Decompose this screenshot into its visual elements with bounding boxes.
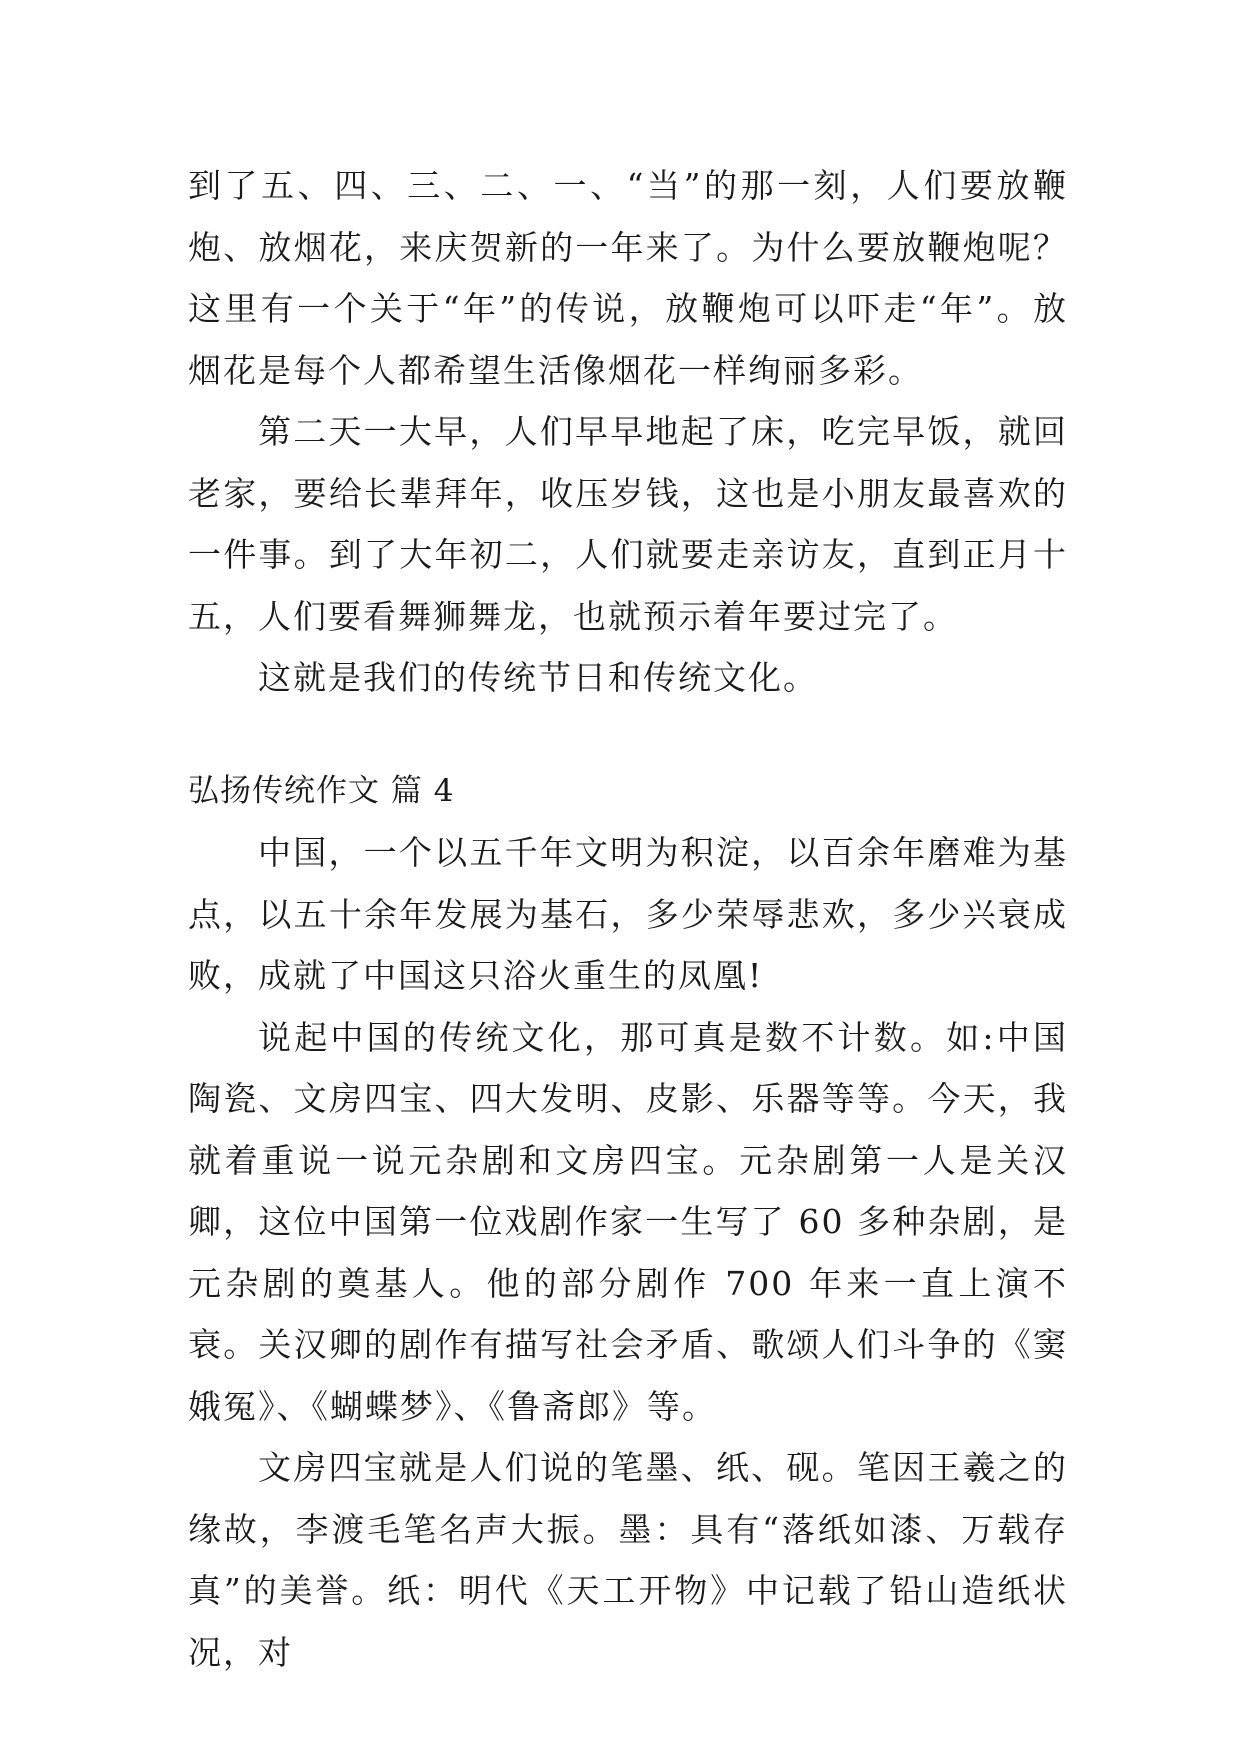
paragraph-china-intro: 中国，一个以五千年文明为积淀，以百余年磨难为基点，以五十余年发展为基石，多少荣辱悲欢，多少兴衰成败，成就了中国这只浴火重生的凤凰! [188,833,1068,995]
paragraph-conclusion: 这就是我们的传统节日和传统文化。 [258,658,818,697]
paragraph-four-treasures: 文房四宝就是人们说的笔墨、纸、砚。笔因王羲之的缘故，李渡毛笔名声大振。墨：具有“落纸如漆、万载存真”的美誉。纸：明代《天工开物》中记载了铅山造纸状况，对 [188,1448,1068,1672]
document-body [188,155,1068,1683]
section-title: 弘扬传统作文 篇 4 [188,772,455,809]
paragraph-traditional-culture: 说起中国的传统文化，那可真是数不计数。如:中国陶瓷、文房四宝、四大发明、皮影、乐器等等。今天，我就着重说一说元杂剧和文房四宝。元杂剧第一人是关汉卿，这位中国第一位戏剧作家一生写了 60 多种杂剧，是元杂剧的奠基人。他的部分剧作 700 年来一直上演不衰。关汉卿的剧作有描写社会矛盾、歌颂人们斗争的《窦娥冤》、《蝴蝶梦》、《鲁斋郎》等。 [188,1017,1068,1426]
paragraph-new-year-visit: 第二天一大早，人们早早地起了床，吃完早饭，就回老家，要给长辈拜年，收压岁钱，这也是小朋友最喜欢的一件事。到了大年初二，人们就要走亲访友，直到正月十五，人们要看舞狮舞龙，也就预示着年要过完了。 [188,412,1068,636]
paragraph-fireworks: 到了五、四、三、二、一、“当”的那一刻，人们要放鞭炮、放烟花，来庆贺新的一年来了。为什么要放鞭炮呢？这里有一个关于“年”的传说，放鞭炮可以吓走“年”。放烟花是每个人都希望生活像烟花一样绚丽多彩。 [188,166,1068,390]
